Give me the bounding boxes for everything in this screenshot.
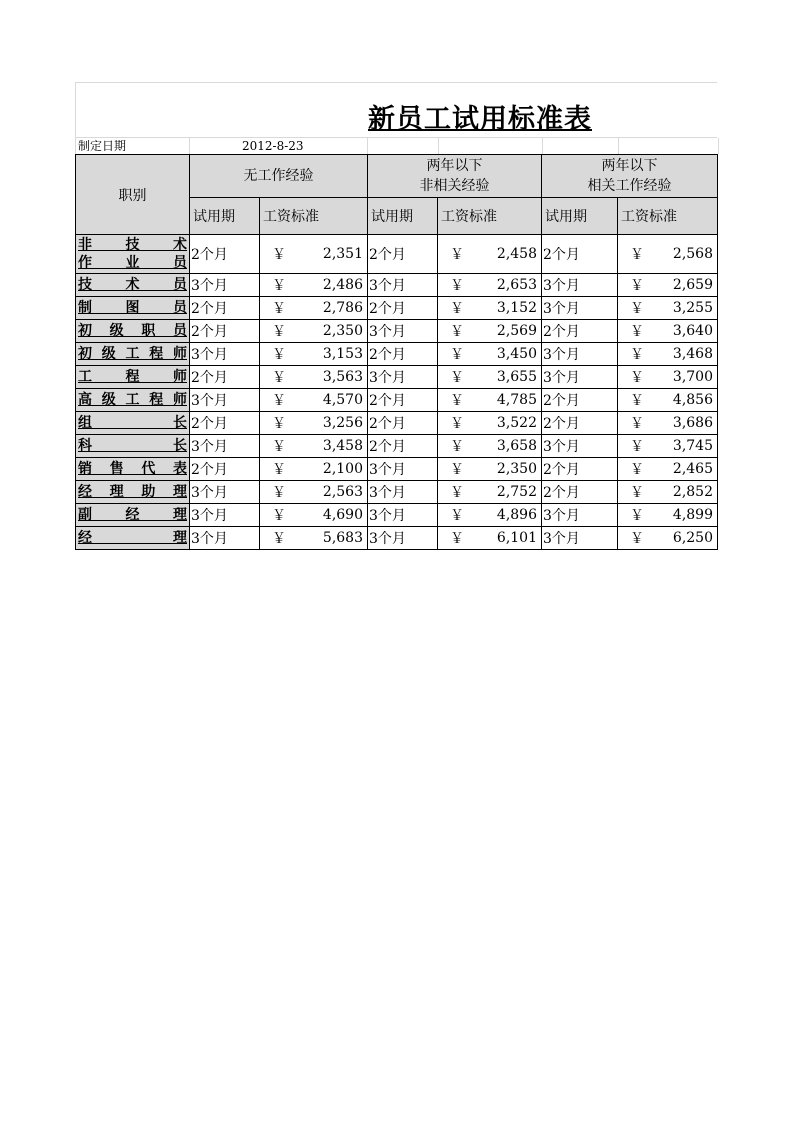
salary-cell — [618, 366, 718, 389]
salary-amount: 2,569 — [496, 323, 537, 339]
salary-cell — [618, 235, 718, 274]
trial-period-cell: 2个月 — [542, 412, 618, 435]
trial-period-cell: 3个月 — [542, 343, 618, 366]
page-title: 新员工试用标准表 — [368, 104, 592, 135]
currency-symbol: ￥ — [630, 531, 644, 547]
salary-amount: 3,686 — [672, 415, 713, 431]
title-row — [75, 82, 717, 137]
trial-period-cell: 3个月 — [190, 435, 260, 458]
salary-amount: 2,486 — [322, 277, 363, 293]
table-row — [76, 527, 718, 550]
salary-amount: 3,745 — [672, 438, 713, 454]
role-label: 工 程 师 — [78, 369, 187, 385]
role-label: 经 理 — [78, 530, 187, 546]
trial-period-cell: 2个月 — [542, 235, 618, 274]
table-row — [76, 320, 718, 343]
salary-cell — [438, 389, 542, 412]
salary-cell — [618, 458, 718, 481]
table-row — [76, 235, 718, 274]
salary-cell — [260, 481, 368, 504]
spreadsheet-page — [75, 82, 717, 550]
role-label: 副 经 理 — [78, 507, 187, 523]
trial-period-cell: 2个月 — [190, 366, 260, 389]
salary-cell — [438, 435, 542, 458]
trial-period-cell: 3个月 — [368, 274, 438, 297]
currency-symbol: ￥ — [630, 508, 644, 524]
salary-amount: 4,785 — [496, 392, 537, 408]
trial-period-cell: 3个月 — [542, 435, 618, 458]
table-row — [76, 274, 718, 297]
trial-period-cell: 3个月 — [368, 366, 438, 389]
salary-amount: 6,101 — [496, 530, 537, 546]
currency-symbol: ￥ — [272, 370, 286, 386]
currency-symbol: ￥ — [272, 393, 286, 409]
salary-cell — [618, 389, 718, 412]
role-cell — [76, 366, 190, 389]
role-label: 初级工程师 — [78, 346, 187, 362]
role-cell — [76, 527, 190, 550]
trial-period-cell: 3个月 — [368, 504, 438, 527]
date-row — [75, 137, 717, 154]
trial-period-cell: 3个月 — [368, 320, 438, 343]
role-label: 高级工程师 — [78, 392, 187, 408]
salary-cell — [438, 320, 542, 343]
salary-amount: 2,568 — [672, 246, 713, 262]
salary-amount: 4,570 — [322, 392, 363, 408]
salary-amount: 3,152 — [496, 300, 537, 316]
salary-amount: 3,640 — [672, 323, 713, 339]
role-cell — [76, 274, 190, 297]
salary-cell — [438, 297, 542, 320]
role-cell — [76, 320, 190, 343]
salary-cell — [618, 297, 718, 320]
period-header: 试用期 — [190, 198, 260, 235]
trial-period-cell: 3个月 — [542, 366, 618, 389]
salary-cell — [618, 527, 718, 550]
salary-amount: 4,899 — [672, 507, 713, 523]
date-label: 制定日期 — [76, 138, 190, 154]
salary-amount: 2,100 — [322, 461, 363, 477]
role-label: 初级职员 — [78, 323, 187, 339]
salary-amount: 3,658 — [496, 438, 537, 454]
salary-amount: 3,655 — [496, 369, 537, 385]
salary-amount: 2,659 — [672, 277, 713, 293]
currency-symbol: ￥ — [630, 439, 644, 455]
trial-period-cell: 3个月 — [368, 458, 438, 481]
salary-cell — [260, 458, 368, 481]
salary-cell — [260, 274, 368, 297]
trial-period-cell: 2个月 — [368, 235, 438, 274]
role-label: 非 技 术 — [78, 237, 187, 253]
role-label: 科 长 — [78, 438, 187, 454]
table-row — [76, 412, 718, 435]
salary-amount: 2,563 — [322, 484, 363, 500]
currency-symbol: ￥ — [450, 462, 464, 478]
currency-symbol: ￥ — [272, 416, 286, 432]
currency-symbol: ￥ — [272, 485, 286, 501]
currency-symbol: ￥ — [450, 439, 464, 455]
trial-period-cell: 3个月 — [368, 527, 438, 550]
trial-period-cell: 3个月 — [190, 274, 260, 297]
table-row — [76, 366, 718, 389]
currency-symbol: ￥ — [630, 393, 644, 409]
salary-cell — [618, 320, 718, 343]
salary-cell — [438, 343, 542, 366]
currency-symbol: ￥ — [630, 416, 644, 432]
currency-symbol: ￥ — [630, 347, 644, 363]
currency-symbol: ￥ — [630, 278, 644, 294]
salary-cell — [438, 504, 542, 527]
currency-symbol: ￥ — [450, 531, 464, 547]
trial-period-cell: 2个月 — [368, 389, 438, 412]
table-row — [76, 504, 718, 527]
salary-cell — [438, 527, 542, 550]
currency-symbol: ￥ — [630, 324, 644, 340]
role-label: 经理助理 — [78, 484, 187, 500]
trial-period-cell: 2个月 — [368, 412, 438, 435]
currency-symbol: ￥ — [272, 247, 286, 263]
salary-amount: 2,786 — [322, 300, 363, 316]
salary-amount: 4,896 — [496, 507, 537, 523]
salary-amount: 3,458 — [322, 438, 363, 454]
empty-cell — [438, 138, 543, 154]
salary-cell — [260, 412, 368, 435]
salary-cell — [260, 366, 368, 389]
salary-cell — [438, 235, 542, 274]
currency-symbol: ￥ — [450, 508, 464, 524]
salary-cell — [260, 389, 368, 412]
currency-symbol: ￥ — [630, 462, 644, 478]
table-row — [76, 435, 718, 458]
trial-period-cell: 2个月 — [190, 458, 260, 481]
currency-symbol: ￥ — [630, 247, 644, 263]
trial-period-cell: 3个月 — [190, 527, 260, 550]
salary-amount: 2,465 — [672, 461, 713, 477]
group-header-unrelated-experience: 两年以下 非相关经验 — [368, 155, 542, 198]
period-header: 试用期 — [368, 198, 438, 235]
salary-amount: 3,700 — [672, 369, 713, 385]
trial-period-cell: 2个月 — [542, 389, 618, 412]
trial-period-cell: 2个月 — [368, 297, 438, 320]
period-header: 试用期 — [542, 198, 618, 235]
currency-symbol: ￥ — [450, 278, 464, 294]
salary-cell — [260, 527, 368, 550]
currency-symbol: ￥ — [450, 393, 464, 409]
role-cell — [76, 235, 190, 274]
empty-cell — [618, 138, 719, 154]
trial-period-cell: 3个月 — [190, 481, 260, 504]
salary-amount: 3,450 — [496, 346, 537, 362]
salary-amount: 3,563 — [322, 369, 363, 385]
salary-cell — [618, 274, 718, 297]
date-value: 2012-8-23 — [190, 138, 368, 154]
salary-amount: 2,653 — [496, 277, 537, 293]
trial-period-cell: 2个月 — [190, 320, 260, 343]
group-header-related-experience: 两年以下 相关工作经验 — [542, 155, 718, 198]
salary-cell — [438, 412, 542, 435]
trial-period-cell: 2个月 — [368, 343, 438, 366]
salary-cell — [260, 435, 368, 458]
trial-period-cell: 3个月 — [542, 297, 618, 320]
trial-period-cell: 2个月 — [190, 297, 260, 320]
salary-amount: 6,250 — [672, 530, 713, 546]
role-cell — [76, 504, 190, 527]
currency-symbol: ￥ — [272, 301, 286, 317]
currency-symbol: ￥ — [630, 301, 644, 317]
role-cell — [76, 412, 190, 435]
salary-amount: 3,256 — [322, 415, 363, 431]
salary-cell — [260, 297, 368, 320]
currency-symbol: ￥ — [272, 508, 286, 524]
salary-header: 工资标准 — [260, 198, 368, 235]
salary-cell — [260, 320, 368, 343]
role-label: 作 业 员 — [78, 255, 187, 271]
currency-symbol: ￥ — [272, 347, 286, 363]
currency-symbol: ￥ — [272, 324, 286, 340]
table-row — [76, 481, 718, 504]
salary-cell — [438, 366, 542, 389]
empty-cell — [542, 138, 619, 154]
salary-amount: 5,683 — [322, 530, 363, 546]
trial-period-cell: 3个月 — [542, 504, 618, 527]
role-cell — [76, 435, 190, 458]
salary-amount: 2,852 — [672, 484, 713, 500]
salary-cell — [438, 274, 542, 297]
salary-cell — [260, 343, 368, 366]
salary-amount: 2,752 — [496, 484, 537, 500]
role-cell — [76, 297, 190, 320]
salary-cell — [260, 235, 368, 274]
group-header-no-experience: 无工作经验 — [190, 155, 368, 198]
salary-header: 工资标准 — [618, 198, 718, 235]
currency-symbol: ￥ — [272, 439, 286, 455]
salary-amount: 2,350 — [322, 323, 363, 339]
currency-symbol: ￥ — [450, 485, 464, 501]
salary-cell — [618, 412, 718, 435]
trial-period-cell: 2个月 — [190, 412, 260, 435]
salary-amount: 3,468 — [672, 346, 713, 362]
currency-symbol: ￥ — [450, 301, 464, 317]
role-cell — [76, 481, 190, 504]
salary-amount: 4,856 — [672, 392, 713, 408]
currency-symbol: ￥ — [630, 485, 644, 501]
trial-period-cell: 2个月 — [368, 435, 438, 458]
salary-amount: 4,690 — [322, 507, 363, 523]
role-label: 制 图 员 — [78, 300, 187, 316]
trial-period-cell: 3个月 — [190, 504, 260, 527]
trial-period-cell: 3个月 — [542, 527, 618, 550]
currency-symbol: ￥ — [450, 416, 464, 432]
table-row — [76, 389, 718, 412]
role-label: 销售代表 — [78, 461, 187, 477]
role-label: 组 长 — [78, 415, 187, 431]
trial-period-cell: 2个月 — [190, 235, 260, 274]
trial-period-cell: 2个月 — [542, 320, 618, 343]
currency-symbol: ￥ — [450, 347, 464, 363]
trial-period-cell: 3个月 — [368, 481, 438, 504]
table-row — [76, 458, 718, 481]
currency-symbol: ￥ — [272, 462, 286, 478]
salary-cell — [618, 435, 718, 458]
currency-symbol: ￥ — [450, 247, 464, 263]
salary-amount: 2,458 — [496, 246, 537, 262]
role-cell — [76, 389, 190, 412]
table-row — [76, 343, 718, 366]
salary-header: 工资标准 — [438, 198, 542, 235]
role-cell — [76, 343, 190, 366]
salary-amount: 2,350 — [496, 461, 537, 477]
currency-symbol: ￥ — [630, 370, 644, 386]
trial-period-cell: 2个月 — [542, 481, 618, 504]
salary-cell — [260, 504, 368, 527]
currency-symbol: ￥ — [450, 370, 464, 386]
role-label: 技 术 员 — [78, 277, 187, 293]
trial-period-cell: 3个月 — [190, 343, 260, 366]
trial-period-cell: 2个月 — [542, 458, 618, 481]
trial-period-cell: 3个月 — [190, 389, 260, 412]
salary-amount: 3,522 — [496, 415, 537, 431]
table-row — [76, 297, 718, 320]
salary-cell — [438, 458, 542, 481]
salary-amount: 3,153 — [322, 346, 363, 362]
salary-cell — [618, 504, 718, 527]
currency-symbol: ￥ — [272, 278, 286, 294]
salary-cell — [618, 481, 718, 504]
currency-symbol: ￥ — [450, 324, 464, 340]
salary-standard-table — [75, 154, 718, 550]
currency-symbol: ￥ — [272, 531, 286, 547]
salary-cell — [438, 481, 542, 504]
salary-amount: 2,351 — [322, 246, 363, 262]
empty-cell — [368, 138, 439, 154]
role-cell — [76, 458, 190, 481]
trial-period-cell: 3个月 — [542, 274, 618, 297]
role-header: 职别 — [76, 155, 190, 235]
salary-cell — [618, 343, 718, 366]
salary-amount: 3,255 — [672, 300, 713, 316]
